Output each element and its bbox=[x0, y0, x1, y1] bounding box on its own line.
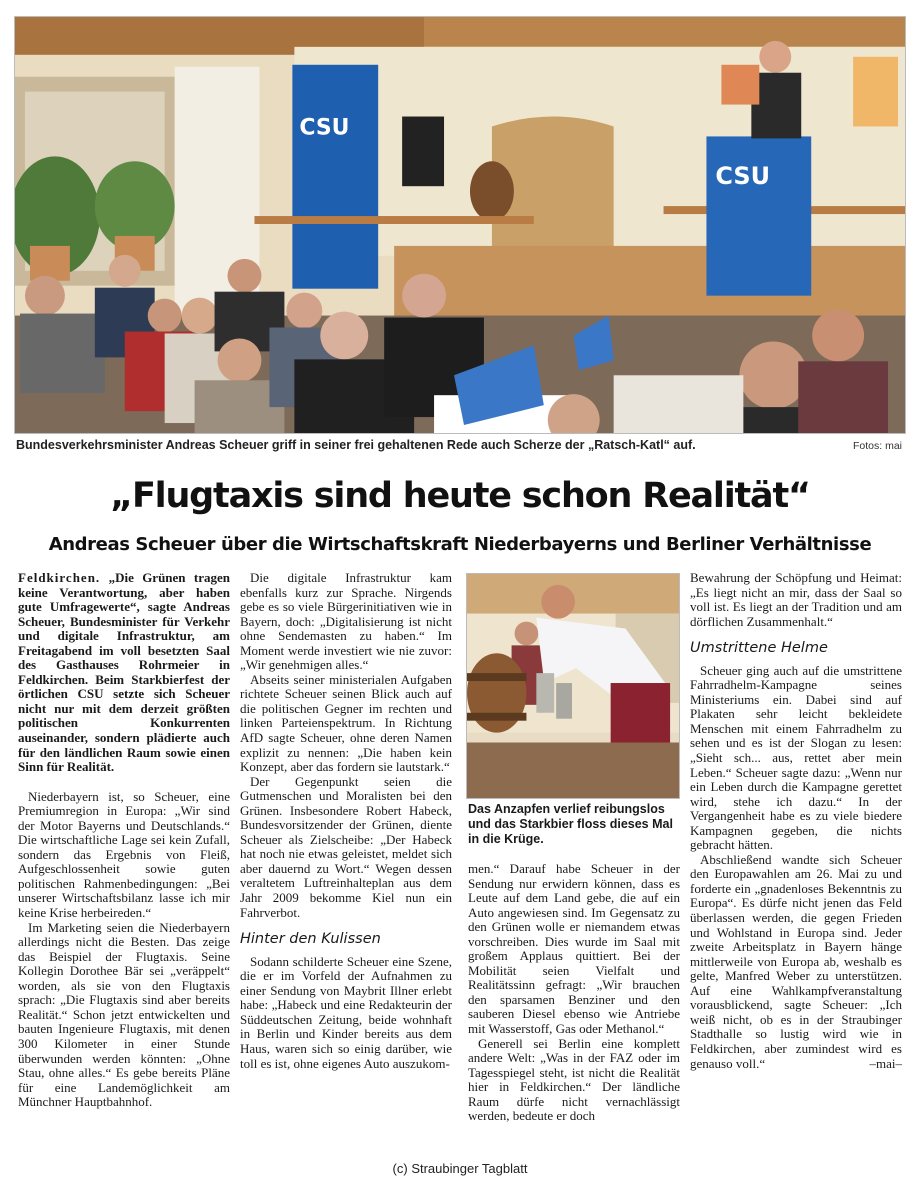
csu-podium bbox=[706, 136, 811, 295]
main-photo-illustration bbox=[15, 17, 905, 433]
article-paragraph: Niederbayern ist, so Scheuer, eine Premiumregion in Europa: „Wir sind der Motor Bayerns und Deutschlands.“ Die wirtschaftliche Lage sei kein Zufall, sondern das Ergebnis von Fleiß, Aufgeschlossenheit sowie guten politischen Rahmenbedingungen: „Bei unserer Wirtschaftsbilanz lasse ich mir keine Krise herbeireden.“ bbox=[18, 788, 230, 921]
tapping-photo-caption: Das Anzapfen verlief reibungslos und das Starkbier floss dieses Mal in die Krüge. bbox=[468, 802, 673, 846]
svg-text:CSU: CSU bbox=[299, 115, 350, 141]
csu-banner bbox=[292, 65, 378, 289]
subhead-hinter-den-kulissen: Hinter den Kulissen bbox=[240, 931, 381, 948]
dateline: Feldkirchen. bbox=[18, 570, 101, 585]
article-paragraph: Bewahrung der Schöpfung und Heimat: „Es liegt nicht an mir, dass der Saal so voll ist. Es liegt an der Tradition und am dörflichen Zusammenhalt.“ bbox=[690, 570, 902, 629]
article-paragraph: Der Gegenpunkt seien die Gutmenschen und Moralisten bei den Grünen. Insbesondere Robert Habeck, Bundesvorsitzender der Grünen, diente Scheuer als Zielscheibe: „Der Habeck hat noch nie etwas geleistet, meldet sich aber dauernd zu Wort.“ Wegen dessen veraltetem Luftreinhalteplan aus dem Jahr 2009 bekomme Kiel nun ein Fahrverbot. bbox=[240, 773, 452, 920]
svg-text:CSU: CSU bbox=[715, 162, 771, 191]
subheadline: Andreas Scheuer über die Wirtschaftskraft Niederbayerns und Berliner Verhältnisse bbox=[48, 534, 872, 555]
article-column-3 bbox=[468, 862, 680, 1124]
article-paragraph-text: Abschließend wandte sich Scheuer den Europawahlen am 26. Mai zu und forderte ein „gnadenloses Bekenntnis zu Europa“. Es dürfe nicht jenen das Feld überlassen werden, die gegen Frieden und Wohlstand in Europa sind. Jeder zweite Arbeitsplatz in Bayern hänge mittlerweile von Europa ab, weshalb es gelte, Manfred Weber zu unterstützen. Auf eine Wahlkampfveranstaltung vorausblickend, sagte Scheuer: „Ich weiß nicht, ob es in der Straubinger Stadthalle so lustig wird wie in Feldkirchen, aber zumindest wird es genauso voll.“ bbox=[690, 851, 902, 1071]
article-column-2 bbox=[240, 571, 452, 1071]
article-paragraph: men.“ Darauf habe Scheuer in der Sendung nur erwidern können, dass es Leute auf dem Land gebe, die auf ein Auto angewiesen sind. Im Gegensatz zu den Grünen wolle er niemandem etwas vorschreiben. Dies wurde im Saal mit großem Applaus quittiert. Bei der Mobilität seien Vielfalt und Realitätssinn gefragt: „Wir brauchen den sparsamen Benziner und den sauberen Diesel ebenso wie Antriebe mit Wasserstoff, Gas oder Methanol.“ bbox=[468, 861, 680, 1037]
headline: „Flugtaxis sind heute schon Realität“ bbox=[110, 476, 810, 516]
article-paragraph: Die digitale Infrastruktur kam ebenfalls kurz zur Sprache. Nirgends gebe es so viele Bürgerinitiativen wie in Bayern, doch: „Digitalisierung ist nicht ohne Sendemasten zu haben.“ Im Moment werde investiert wie nie zuvor: „Wir genehmigen alles.“ bbox=[240, 570, 452, 673]
main-photo-caption: Bundesverkehrsminister Andreas Scheuer griff in seiner frei gehaltenen Rede auch Scherze der „Ratsch-Katl“ auf. bbox=[16, 438, 696, 452]
article-paragraph: Generell sei Berlin eine komplett andere Welt: „Was in der FAZ oder im Tagesspiegel steht, ist nicht die Realität hier in Feldkirchen.“ Der ländliche Raum dürfe nicht vernachlässigt werden, bedeute er doch bbox=[468, 1035, 680, 1124]
article-paragraph: Abseits seiner ministerialen Aufgaben richtete Scheuer seinen Blick auch auf die politischen Gegner im rechten und linken Parteienspektrum. In Richtung AfD sagte Scheuer, ohne deren Namen explizit zu nennen: „Die haben kein Konzept, aber das fordern sie lautstark.“ bbox=[240, 671, 452, 775]
author-signature: –mai– bbox=[869, 1055, 902, 1071]
article-paragraph bbox=[690, 853, 902, 1071]
article-column-1 bbox=[18, 571, 230, 1110]
article-paragraph: Im Marketing seien die Niederbayern allerdings nicht die Besten. Das zeige das Beispiel der Flugtaxis. Seine Kollegin Dorothee Bär sei „veräppelt“ worden, als sie von den Flugtaxis sprach: „Die Flugtaxis sind aber bereits Realität.“ Schon jetzt entwickelten und bauten Ingenieure Flugtaxis, mit denen 300 Kilometer in einer Stunde überwunden werden könnten: „Ohne Stau, ohne alles.“ Es gebe bereits Pläne für eine Landemöglichkeit am Münchner Hauptbahnhof. bbox=[18, 919, 230, 1110]
main-photo bbox=[14, 16, 906, 434]
article-paragraph: Sodann schilderte Scheuer eine Szene, die er im Vorfeld der Aufnahmen zu einer Sendung von Maybrit Illner erlebt habe: „Habeck und eine Redakteurin der Süddeutschen Zeitung, beide wohnhaft in Berlin und Kinder bereits aus dem Haus, waren sich so einig darüber, wie toll es ist, ohne eigenes Auto auszukom- bbox=[240, 953, 452, 1071]
article-lead bbox=[18, 571, 230, 775]
tapping-photo-illustration bbox=[467, 574, 679, 798]
photo-credit: Fotos: mai bbox=[852, 440, 902, 452]
article-paragraph: Scheuer ging auch auf die umstrittene Fahrradhelm-Kampagne seines Ministeriums ein. Dabei sind auf Plakaten sehr leicht bekleidete Menschen mit einem Fahrradhelm zu sehen und es ist der Slogan zu lesen: „Sieht sch... aus, rettet aber mein Leben.“ Scheuer sagte dazu: „Wenn nur ein Leben durch die Kampagne gerettet wird, stehe ich dazu.“ In der Vergangenheit habe es zu viele biedere Kampagnen gegeben, die nichts gebracht hätten. bbox=[690, 662, 902, 853]
copyright-notice: (c) Straubinger Tagblatt bbox=[392, 1161, 528, 1176]
lead-text: „Die Grünen tragen keine Verantwortung, aber haben gute Umfragewerte“, sagte Andreas Scheuer, Bundesminister für Verkehr und digitale Infrastruktur, am Freitagabend im voll besetzten Saal des Gasthauses Rohrmeier in Feldkirchen. Beim Starkbierfest der örtlichen CSU setzte sich Scheuer nicht nur mit dem derzeit größten politischen Konkurrenten auseinander, sondern plädierte auch für den ländlichen Raum sowie einen Sinn für Realität. bbox=[18, 570, 231, 775]
tapping-photo bbox=[466, 573, 680, 799]
article-column-4 bbox=[690, 571, 902, 1071]
subhead-umstrittene-helme: Umstrittene Helme bbox=[690, 640, 828, 657]
